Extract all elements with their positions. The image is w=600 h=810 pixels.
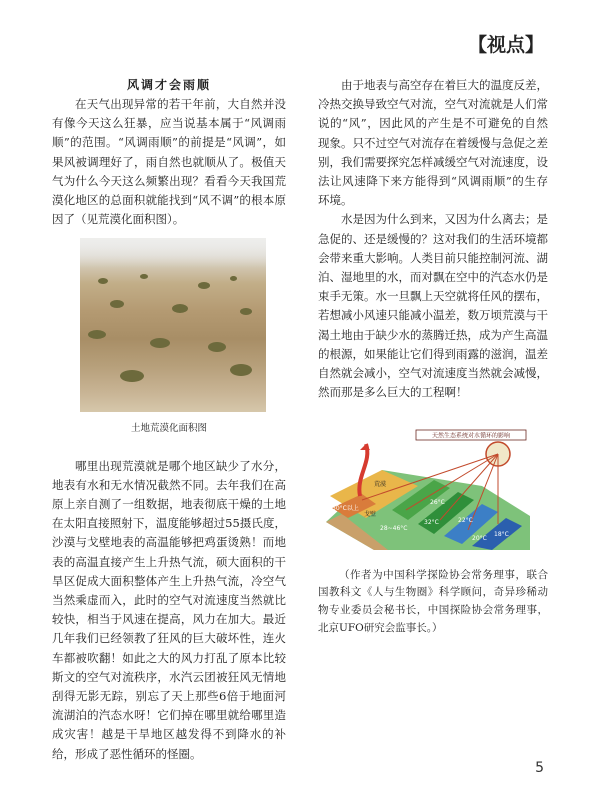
diagram-gobi-label: 戈壁	[364, 511, 377, 519]
diagram-temp-label: 22°C	[458, 517, 473, 525]
diagram-temp-label: 32°C	[424, 519, 439, 527]
author-note: （作者为中国科学探险协会常务理事，联合国教科文《人与生物圈》科学顾问，奇异珍稀动物专业委员会秘书长，中国探险协会常务理事，北京UFO研究会监事长。）	[318, 568, 548, 635]
section-header: 【视点】	[467, 34, 544, 56]
diagram-temp-label: 26°C	[430, 499, 445, 507]
left-column	[52, 76, 286, 764]
diagram-desert-label: 荒漠	[374, 481, 387, 489]
desert-photo	[80, 238, 266, 412]
water-cycle-diagram	[322, 426, 530, 550]
paragraph: 在天气出现异常的若干年前，大自然并没有像今天这么狂暴，应当说基本属于“风调雨顺”的范围。“风调雨顺”的前提是“风调”，如果风被调理好了，雨自然也就顺从了。极值天气为什么今天这么频繁出现？看看今天我国荒漠化地区的总面积就能找到“风不调”的根本原因了（见荒漠化面积图）。	[52, 97, 286, 227]
paragraph: 由于地表与高空存在着巨大的温度反差，冷热交换导致空气对流，空气对流就是人们常说的“风”，因此风的产生是不可避免的自然现象。只不过空气对流存在着缓慢与急促之差别，我们需要探究怎样减缓空气对流速度，设法让风速降下来方能得到“风调雨顺”的生存环境。	[318, 78, 548, 208]
paragraph: 水是因为什么到来，又因为什么离去；是急促的、还是缓慢的？这对我们的生活环境都会带来重大影响。人类目前只能控制河流、湖泊、湿地里的水，而对飘在空中的汽态水仍是束手无策。水一旦飘上天空就将任风的摆布，若想减小风速只能减小温差，数万顷荒漠与干渴土地由于缺少水的蒸腾迁热，成为产生高温的根源，如果能让它们得到雨露的滋润，温差自然就会减小，空气对流速度当然就会减慢，然而那是多么巨大的工程啊！	[318, 212, 548, 400]
diagram-temp-label: 20°C	[472, 535, 487, 543]
photo-caption: 土地荒漠化面积图	[130, 423, 207, 435]
diagram-temp-label: 18°C	[494, 531, 509, 539]
diagram-temp-label: 50°C以上	[332, 505, 359, 513]
diagram-title: 天然生态系统对水循环的影响	[431, 432, 511, 440]
article-title: 风调才会雨顺	[126, 78, 211, 92]
diagram-temp-label: 28~46°C	[380, 525, 408, 533]
right-column	[318, 76, 548, 638]
page-number: 5	[535, 760, 544, 776]
paragraph: 哪里出现荒漠就是哪个地区缺少了水分，地表有水和无水情况截然不同。去年我们在高原上亲自测了一组数据，地表彻底干燥的土地在太阳直接照射下，温度能够超过55摄氏度，沙漠与戈壁地表的高温能够把鸡蛋烫熟！而地表的高温直接产生上升热气流，硕大面积的干旱区促成大面积整体产生上升热气流，冷空气当然乘虚而入，此时的空气对流速度当然就比较快，相当于风速在提高，风力在加大。最近几年我们已经领教了狂风的巨大破坏性，连火车都被吹翻！如此之大的风力打乱了原本比较斯文的空气对流秩序，水汽云团被狂风无情地刮得无影无踪，别忘了天上那些6倍于地面河流湖泊的汽态水呀！它们掉在哪里就给哪里造成灾害！越是干旱地区越发得不到降水的补给，形成了恶性循环的怪圈。	[52, 458, 286, 761]
